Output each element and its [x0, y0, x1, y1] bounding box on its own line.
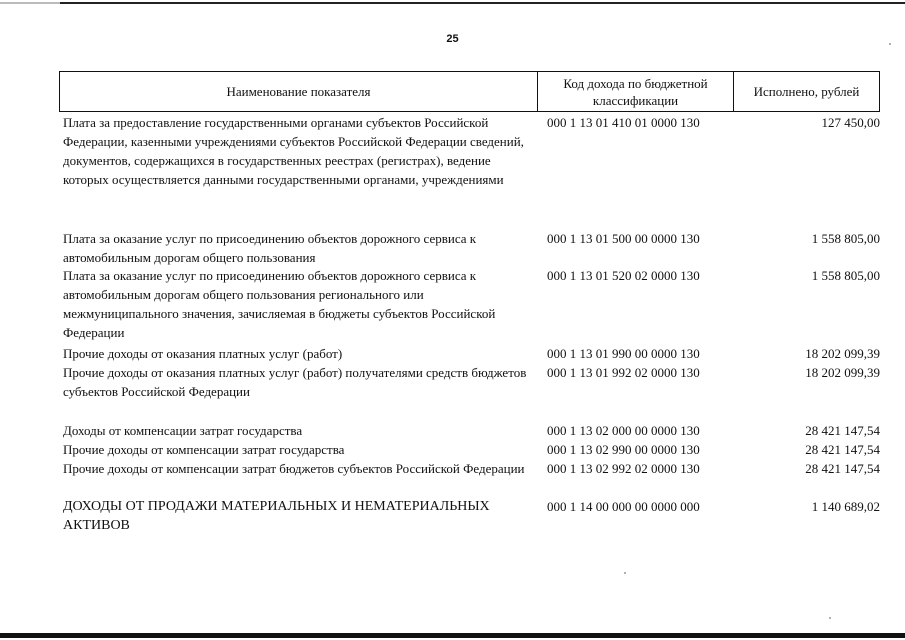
row-code: 000 1 13 01 990 00 0000 130	[547, 346, 700, 361]
row-code: 000 1 14 00 000 00 0000 000	[547, 499, 700, 514]
row-value: 1 558 805,00	[811, 231, 880, 246]
row-value: 127 450,00	[821, 115, 880, 130]
scan-speck	[889, 43, 891, 45]
row-name: Прочие доходы от компенсации затрат государства	[63, 442, 345, 457]
row-name: Плата за оказание услуг по присоединению объектов дорожного сервиса к автомобильным дорогам общего пользования регионального или межмуниципального значения, зачисляемая в бюджеты субъектов Российской Федерации	[63, 268, 496, 340]
table-header	[59, 71, 880, 112]
row-code: 000 1 13 02 990 00 0000 130	[547, 442, 700, 457]
row-code: 000 1 13 01 500 00 0000 130	[547, 231, 700, 246]
row-code: 000 1 13 01 520 02 0000 130	[547, 268, 700, 283]
row-code: 000 1 13 02 000 00 0000 130	[547, 423, 700, 438]
row-value: 1 140 689,02	[811, 499, 880, 514]
row-value: 28 421 147,54	[805, 442, 880, 457]
row-name: Прочие доходы от компенсации затрат бюджетов субъектов Российской Федерации	[63, 461, 525, 476]
top-border-line	[0, 2, 905, 4]
row-value: 18 202 099,39	[805, 346, 880, 361]
scan-speck	[624, 572, 626, 574]
header-code: Код дохода по бюджетной классификации	[538, 72, 734, 111]
row-code: 000 1 13 01 992 02 0000 130	[547, 365, 700, 380]
row-name: Доходы от компенсации затрат государства	[63, 423, 303, 438]
row-value: 28 421 147,54	[805, 423, 880, 438]
row-name: Прочие доходы от оказания платных услуг (работ) получателями средств бюджетов субъектов Российской Федерации	[63, 365, 527, 399]
row-value: 28 421 147,54	[805, 461, 880, 476]
row-name: Плата за предоставление государственными органами субъектов Российской Федерации, казенными учреждениями субъектов Российской Федерации сведений, документов, содержащихся в государственных реестрах (регистрах), ведение которых осуществляется данными государственными органами, учреждениями	[63, 115, 524, 187]
row-code: 000 1 13 02 992 02 0000 130	[547, 461, 700, 476]
row-name: Плата за оказание услуг по присоединению объектов дорожного сервиса к автомобильным дорогам общего пользования	[63, 231, 477, 265]
row-code: 000 1 13 01 410 01 0000 130	[547, 115, 700, 130]
scan-speck	[829, 617, 831, 619]
header-value: Исполнено, рублей	[753, 84, 860, 99]
row-name: ДОХОДЫ ОТ ПРОДАЖИ МАТЕРИАЛЬНЫХ И НЕМАТЕРИАЛЬНЫХ АКТИВОВ	[63, 499, 490, 533]
bottom-border-line	[0, 633, 905, 638]
top-border-faint	[0, 2, 60, 4]
row-value: 1 558 805,00	[811, 268, 880, 283]
row-name: Прочие доходы от оказания платных услуг (работ)	[63, 346, 343, 361]
row-value: 18 202 099,39	[805, 365, 880, 380]
page-number: 25	[446, 33, 459, 45]
header-name: Наименование показателя	[60, 72, 538, 111]
